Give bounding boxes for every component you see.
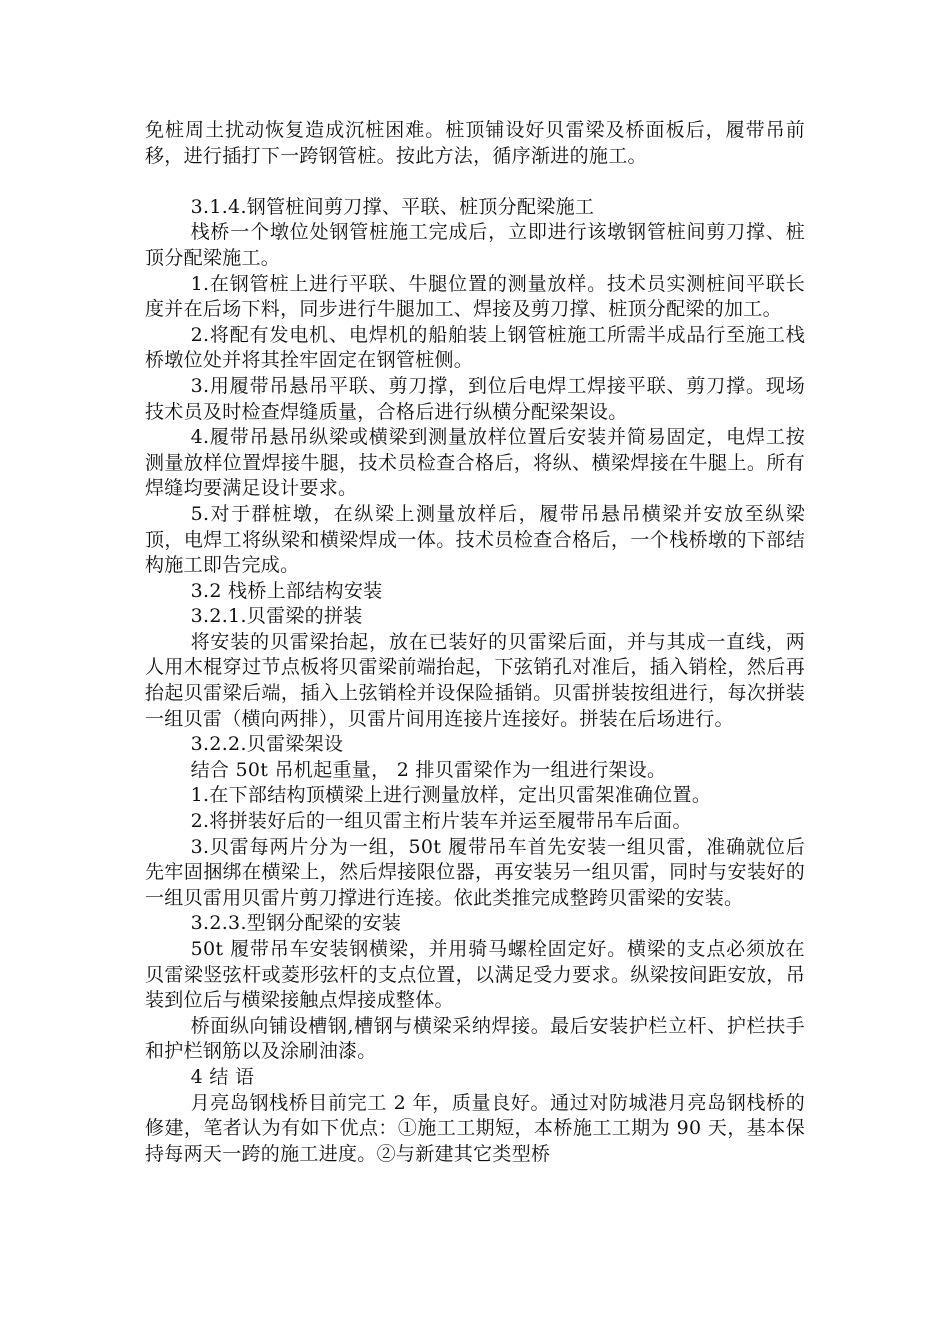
section-heading-3-2: 3.2 栈桥上部结构安装 bbox=[190, 579, 383, 602]
list-item-1: 1.在下部结构顶横梁上进行测量放样，定出贝雷架准确位置。 bbox=[190, 784, 712, 807]
section-heading-3-2-2: 3.2.2.贝雷梁架设 bbox=[190, 733, 344, 756]
list-item-2: 2.将拼装好后的一组贝雷主桁片装车并运至履带吊车后面。 bbox=[190, 810, 692, 833]
paragraph: 月亮岛钢栈桥目前完工 2 年，质量良好。通过对防城港月亮岛钢栈桥的修建，笔者认为有如下优点：①施工工期短，本桥施工工期为 90 天，基本保持每两天一跨的施工进度。②与新建其它类型桥 bbox=[145, 1091, 805, 1165]
paragraph: 结合 50t 吊机起重量， 2 排贝雷梁作为一组进行架设。 bbox=[190, 758, 667, 781]
list-item-2: 2.将配有发电机、电焊机的船舶装上钢管桩施工所需半成品行至施工栈桥墩位处并将其拴牢固定在钢管桩侧。 bbox=[145, 323, 805, 372]
section-heading-3-2-1: 3.2.1.贝雷梁的拼装 bbox=[190, 605, 363, 628]
list-item-3: 3.用履带吊悬吊平联、剪刀撑，到位后电焊工焊接平联、剪刀撑。现场技术员及时检查焊缝质量，合格后进行纵横分配梁架设。 bbox=[145, 374, 805, 423]
list-item-1: 1.在钢管桩上进行平联、牛腿位置的测量放样。技术员实测桩间平联长度并在后场下料，同步进行牛腿加工、焊接及剪刀撑、桩顶分配梁的加工。 bbox=[145, 272, 805, 321]
paragraph: 栈桥一个墩位处钢管桩施工完成后，立即进行该墩钢管桩间剪刀撑、桩顶分配梁施工。 bbox=[145, 221, 805, 269]
paragraph: 将安装的贝雷梁抬起，放在已装好的贝雷梁后面，并与其成一直线，两人用木棍穿过节点板将贝雷梁前端抬起，下弦销孔对准后，插入销栓，然后再抬起贝雷梁后端，插入上弦销栓并设保险插销。贝雷拼装按组进行，每次拼装一组贝雷（横向两排），贝雷片间用连接片连接好。拼装在后场进行。 bbox=[145, 630, 805, 730]
list-item-5: 5.对于群桩墩，在纵梁上测量放样后，履带吊悬吊横梁并安放至纵梁顶，电焊工将纵梁和横梁焊成一体。技术员检查合格后，一个栈桥墩的下部结构施工即告完成。 bbox=[145, 502, 805, 577]
section-heading-4: 4 结 语 bbox=[190, 1065, 255, 1088]
list-item-4: 4.履带吊悬吊纵梁或横梁到测量放样位置后安装并简易固定，电焊工按测量放样位置焊接牛腿，技术员检查合格后，将纵、横梁焊接在牛腿上。所有焊缝均要满足设计要求。 bbox=[145, 426, 805, 500]
paragraph-spacer bbox=[145, 169, 805, 195]
paragraph-continuation: 免桩周土扰动恢复造成沉桩困难。桩顶铺设好贝雷梁及桥面板后，履带吊前移，进行插打下一跨钢管桩。按此方法，循序渐进的施工。 bbox=[145, 119, 805, 167]
list-item-3: 3.贝雷每两片分为一组，50t 履带吊车首先安装一组贝雷，准确就位后先牢固捆绑在横梁上，然后焊接限位器，再安装另一组贝雷，同时与安装好的一组贝雷用贝雷片剪刀撑进行连接。依此类推完成整跨贝雷梁的安装。 bbox=[145, 835, 805, 909]
paragraph: 桥面纵向铺设槽钢,槽钢与横梁采纳焊接。最后安装护栏立杆、护栏扶手和护栏钢筋以及涂刷油漆。 bbox=[145, 1014, 805, 1063]
paragraph: 50t 履带吊车安装钢横梁，并用骑马螺栓固定好。横梁的支点必须放在贝雷梁竖弦杆或菱形弦杆的支点位置，以满足受力要求。纵梁按间距安放，吊装到位后与横梁接触点焊接成整体。 bbox=[145, 938, 805, 1012]
document-body bbox=[145, 118, 805, 1167]
section-heading-3-1-4: 3.1.4.钢管桩间剪刀撑、平联、桩顶分配梁施工 bbox=[190, 195, 595, 218]
section-heading-3-2-3: 3.2.3.型钢分配梁的安装 bbox=[190, 912, 402, 935]
